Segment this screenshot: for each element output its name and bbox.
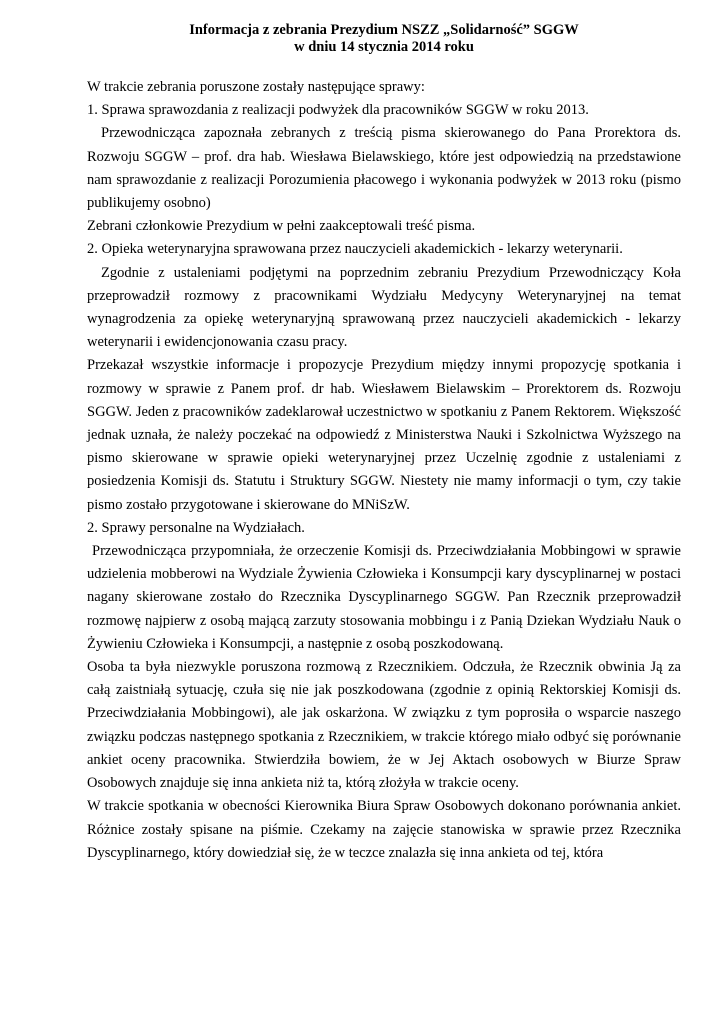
body-paragraph: Przekazał wszystkie informacje i propozycje Prezydium między innymi propozycję spotkania i rozmowy w sprawie z Panem prof. dr hab. Wiesławem Bielawskim – Prorektorem ds. Rozwoju SGGW. Jeden z pracowników zadeklarował uczestnictwo w spotkaniu z Panem Rektorem. Większość jednak uznała, że należy poczekać na odpowiedź z Ministerstwa Nauki i Szkolnictwa Wyższego na pismo skierowane w sprawie opieki weterynaryjnej przez Uczelnię zgodnie z ustaleniami z posiedzenia Komisji ds. Statutu i Struktury SGGW. Niestety nie mamy informacji o tym, czy takie pismo zostało przygotowane i skierowane do MNiSzW. [87, 357, 681, 513]
body-paragraph: Zebrani członkowie Prezydium w pełni zaakceptowali treść pisma. [87, 218, 476, 235]
body-paragraph: Przewodnicząca przypomniała, że orzeczenie Komisji ds. Przeciwdziałania Mobbingowi w sprawie udzielenia mobberowi na Wydziale Żywienia Człowieka i Konsumpcji kary dyscyplinarnej w postaci nagany skierowane zostało do Rzecznika Dyscyplinarnego SGGW. Pan Rzecznik przeprowadził rozmowę najpierw z osobą mającą zarzuty stosowania mobbingu i z Panią Dziekan Wydziału Nauk o Żywieniu Człowieka i Konsumpcji, a następnie z osobą poszkodowaną. [87, 543, 681, 652]
document-page [87, 22, 681, 865]
section-heading-1: 1. Sprawa sprawozdania z realizacji podwyżek dla pracowników SGGW w roku 2013. [87, 102, 589, 119]
body-paragraph: W trakcie spotkania w obecności Kierownika Biura Spraw Osobowych dokonano porównania ankiet. Różnice zostały spisane na piśmie. Czekamy na zajęcie stanowiska w sprawie przez Rzecznika Dyscyplinarnego, który dowiedział się, że w teczce znalazła się inna ankieta od tej, która [87, 798, 681, 861]
title-line-2: w dniu 14 stycznia 2014 roku [294, 39, 474, 55]
body-paragraph: Zgodnie z ustaleniami podjętymi na poprzednim zebraniu Prezydium Przewodniczący Koła przeprowadził rozmowy z pracownikami Wydziału Medycyny Weterynaryjnej na temat wynagrodzenia za opiekę weterynaryjną sprawowaną przez nauczycieli akademickich - lekarzy weterynarii i ewidencjonowania czasu pracy. [87, 264, 681, 351]
document-body [87, 76, 681, 865]
body-paragraph: Osoba ta była niezwykle poruszona rozmową z Rzecznikiem. Odczuła, że Rzecznik obwinia Ją za całą zaistniałą sytuację, czuła się nie jak poszkodowana (zgodnie z opinią Rektorskiej Komisji ds. Przeciwdziałania Mobbingowi), ale jak oskarżona. W związku z tym poprosiła o wsparcie naszego związku podczas następnego spotkania z Rzecznikiem, w trakcie którego miało odbyć się porównanie ankiet oceny pracownika. Stwierdziła bowiem, że w Jej Aktach osobowych w Biurze Spraw Osobowych znajduje się inna ankieta niż ta, którą złożyła w trakcie oceny. [87, 659, 681, 792]
intro-paragraph: W trakcie zebrania poruszone zostały następujące sprawy: [87, 79, 425, 95]
section-heading-3: 2. Sprawy personalne na Wydziałach. [87, 519, 305, 536]
body-paragraph: Przewodnicząca zapoznała zebranych z treścią pisma skierowanego do Pana Prorektora ds. Rozwoju SGGW – prof. dra hab. Wiesława Bielawskiego, które jest odpowiedzią na przedstawione nam sprawozdanie z realizacji Porozumienia płacowego i wykonania podwyżek w 2013 roku (pismo publikujemy osobno) [87, 125, 681, 212]
section-heading-2: 2. Opieka weterynaryjna sprawowana przez nauczycieli akademickich - lekarzy weterynarii. [87, 241, 623, 258]
document-title [87, 22, 681, 56]
title-line-1: Informacja z zebrania Prezydium NSZZ „Solidarność” SGGW [189, 22, 579, 38]
